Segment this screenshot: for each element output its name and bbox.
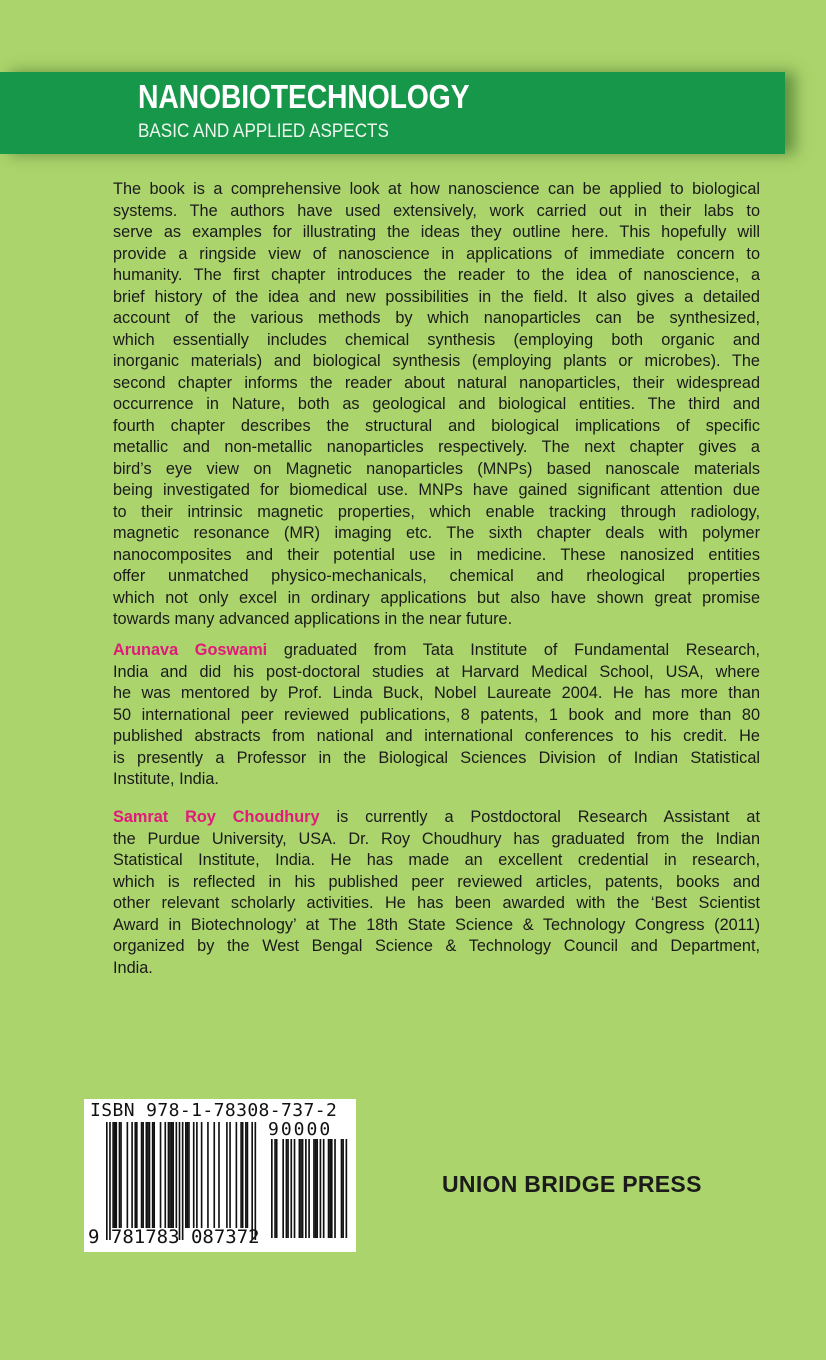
text-line: nanocomposites and their potential use in medicine. These nanosized entities [113, 545, 760, 564]
addon-bar [286, 1139, 288, 1238]
isbn-barcode [84, 1099, 356, 1252]
barcode-bar [119, 1122, 121, 1228]
barcode-bar [109, 1122, 111, 1240]
addon-bar [313, 1139, 315, 1238]
barcode-bar [236, 1122, 238, 1228]
barcode-bar [193, 1122, 195, 1228]
addon-bar [331, 1139, 333, 1238]
text-line: 50 international peer reviewed publications, 8 patents, 1 book and more than 80 [113, 705, 760, 724]
publisher-name: UNION BRIDGE PRESS [442, 1171, 702, 1197]
text-line: is presently a Professor in the Biological Sciences Division of Indian Statistical [113, 748, 760, 767]
text-line: offer unmatched physico-mechanicals, chemical and rheological properties [113, 567, 760, 585]
text-fragment: graduated from Tata Institute of Fundamental Research, [267, 641, 760, 659]
barcode-bar [247, 1122, 249, 1228]
text-line: second chapter informs the reader about natural nanoparticles, their widespread [113, 373, 760, 392]
text-line: which is reflected in his published peer reviewed articles, patents, books and [113, 872, 760, 891]
barcode-bar [131, 1122, 133, 1228]
isbn-label: ISBN 978-1-78308-737-2 [90, 1100, 338, 1121]
text-line [113, 807, 760, 829]
addon-bar [302, 1139, 304, 1238]
barcode-bar [251, 1122, 253, 1240]
text-line: to their intrinsic magnetic properties, which enable tracking through radiology, [113, 502, 760, 521]
barcode-bar [120, 1122, 122, 1228]
barcode-bar [141, 1122, 143, 1228]
barcode-bar [185, 1122, 187, 1228]
barcode-bar [240, 1122, 242, 1228]
barcode-bar [218, 1122, 220, 1228]
text-line: other relevant scholarly activities. He has been awarded with the ‘Best Scientist [113, 894, 760, 912]
barcode-bar [136, 1122, 138, 1228]
barcode-bar [229, 1122, 231, 1228]
barcode-bar [134, 1122, 136, 1228]
text-line: serve as examples for illustrating the ideas they outline here. This hopefully will [113, 223, 760, 241]
addon-bar [334, 1139, 336, 1238]
book-title: NANOBIOTECHNOLOGY [138, 78, 470, 115]
barcode-bar [153, 1122, 155, 1228]
ean-number: 9 781783 087372 [88, 1226, 260, 1248]
barcode-bar [114, 1122, 116, 1228]
addon-bar [276, 1139, 278, 1238]
barcode-bar [201, 1122, 203, 1228]
addon-bar [328, 1139, 330, 1238]
text-line: published abstracts from national and international conferences to his credit. He [113, 727, 760, 745]
text-line: organized by the West Bengal Science & Technology Council and Department, [113, 937, 760, 955]
addon-bar [320, 1139, 322, 1238]
barcode-bar [168, 1122, 170, 1228]
text-line: bird’s eye view on Magnetic nanoparticles (MNPs) based nanoscale materials [113, 459, 760, 478]
text-line: the Purdue University, USA. Dr. Roy Choudhury has graduated from the Indian [113, 829, 760, 848]
addon-bar [287, 1139, 289, 1238]
text-line: fourth chapter describes the structural and biological implications of specific [113, 416, 760, 435]
text-line: Award in Biotechnology’ at The 18th State Science & Technology Congress (2011) [113, 915, 760, 934]
barcode-bar [188, 1122, 190, 1228]
addon-bar [323, 1139, 325, 1238]
barcode-bar [213, 1122, 215, 1228]
barcode-bar [112, 1122, 114, 1228]
text-line: systems. The authors have used extensively, work carried out in their labs to [113, 201, 760, 220]
text-line: towards many advanced applications in the near future. [113, 610, 513, 628]
text-line: India and did his post-doctoral studies at Harvard Medical School, USA, where [113, 662, 760, 681]
author-name: Arunava Goswami [113, 641, 268, 659]
text-fragment: is currently a Postdoctoral Research Assistant at [319, 808, 760, 826]
barcode-bar [242, 1122, 244, 1228]
author-name: Samrat Roy Choudhury [113, 808, 320, 826]
addon-bar [315, 1139, 317, 1238]
text-line: brief history of the idea and new possibilities in the field. It also gives a detailed [113, 287, 760, 306]
barcode-bar [115, 1122, 117, 1228]
addon-bar [271, 1139, 273, 1238]
addon-bar [342, 1139, 344, 1238]
barcode-bar [196, 1122, 198, 1228]
text-line: occurrence in Nature, both as geological and biological entities. The third and [113, 395, 760, 413]
text-line: magnetic resonance (MR) imaging etc. The sixth chapter deals with polymer [113, 524, 760, 542]
barcode-bar [255, 1122, 257, 1240]
addon-bar [294, 1139, 296, 1238]
barcode-bar [149, 1122, 151, 1228]
text-line: being investigated for biomedical use. MNPs have gained significant attention due [113, 481, 760, 499]
barcode-bar [226, 1122, 228, 1228]
barcode-bar [179, 1122, 181, 1240]
price-addon-number: 90000 [268, 1119, 333, 1140]
addon-bar [282, 1139, 284, 1238]
addon-bar [308, 1139, 310, 1238]
text-line: which not only excel in ordinary applications but also have shown great promise [113, 588, 760, 607]
barcode-bar [171, 1122, 173, 1228]
text-line: Institute, India. [113, 770, 219, 788]
text-line: Statistical Institute, India. He has made an excellent credential in research, [113, 851, 760, 869]
barcode-bar [147, 1122, 149, 1228]
barcode-bar [127, 1122, 129, 1228]
author-bio-roy-choudhury [113, 807, 760, 979]
barcode-bar [164, 1122, 166, 1228]
addon-bar [341, 1139, 343, 1238]
barcode-bar [207, 1122, 209, 1228]
text-line: account of the various methods by which nanoparticles can be synthesized, [113, 309, 760, 327]
text-line: metallic and non-metallic nanoparticles respectively. The next chapter gives a [113, 438, 760, 456]
addon-bar [274, 1139, 276, 1238]
barcode-bar [187, 1122, 189, 1228]
barcode-bar [146, 1122, 148, 1228]
addon-bar [346, 1139, 348, 1238]
barcode-bar [245, 1122, 247, 1228]
barcode-bar [172, 1122, 174, 1228]
text-line [113, 640, 760, 662]
addon-bar [290, 1139, 292, 1238]
text-line: provide a ringside view of nanoscience in applications of immediate concern to [113, 244, 760, 263]
text-line: which essentially includes chemical synthesis (employing both organic and [113, 330, 760, 349]
text-line: he was mentored by Prof. Linda Buck, Nobel Laureate 2004. He has more than [113, 684, 760, 702]
book-description [113, 179, 760, 631]
barcode-bar [160, 1122, 162, 1228]
addon-bar [329, 1139, 331, 1238]
barcode-bar [142, 1122, 144, 1228]
book-subtitle: BASIC AND APPLIED ASPECTS [138, 121, 389, 142]
addon-bar [299, 1139, 301, 1238]
text-line: humanity. The first chapter introduces the reader to the idea of nanoscience, a [113, 266, 760, 284]
barcode-bar [169, 1122, 171, 1228]
barcode-bar [152, 1122, 154, 1228]
addon-bar [316, 1139, 318, 1238]
text-line: India. [113, 958, 153, 977]
addon-bar [305, 1139, 307, 1238]
author-bio-goswami [113, 640, 760, 791]
barcode-bar [106, 1122, 108, 1240]
text-line: The book is a comprehensive look at how nanoscience can be applied to biological [113, 180, 760, 198]
barcode-bar [182, 1122, 184, 1240]
barcode-bar [176, 1122, 178, 1228]
text-line: inorganic materials) and biological synthesis (employing plants or microbes). The [113, 352, 760, 370]
addon-bar [300, 1139, 302, 1238]
